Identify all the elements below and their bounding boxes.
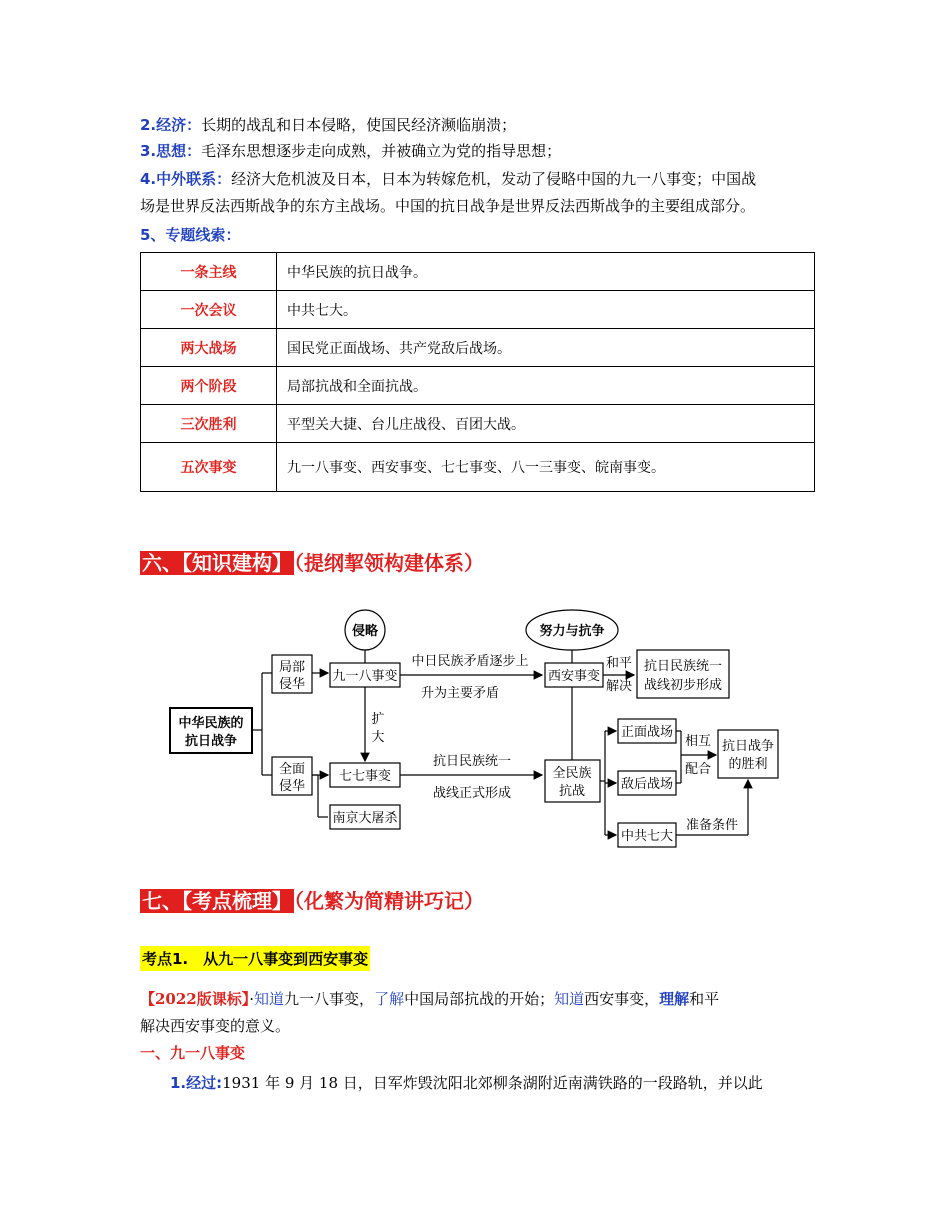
coop-label-1: 相互	[684, 734, 712, 749]
table-row: 一次会议 中共七大。	[141, 291, 815, 329]
section7-heading: 七、【考点梳理】 （化繁为简精讲巧记）	[142, 889, 484, 913]
peace-label-1: 和平	[605, 656, 633, 671]
local-label-1: 局部	[278, 660, 306, 675]
table-row: 两个阶段 局部抗战和全面抗战。	[141, 367, 815, 405]
last-line: 1.经过:1931 年 9 月 18 日，日军炸毁沈阳北郊柳条湖附近南满铁路的一段路轨，并以此	[170, 1074, 763, 1092]
foreign-line: 4.中外联系：经济大危机波及日本，日本为转嫁危机，发动了侵略中国的九一八事变；中国战	[140, 170, 757, 188]
arrow-top-label-1: 中日民族矛盾逐步上	[411, 654, 529, 669]
arrow-mid-label-1: 抗日民族统一	[432, 754, 512, 769]
arrow-mid-label-2: 战线正式形成	[432, 786, 512, 801]
victory-label-1: 抗日战争	[721, 739, 775, 754]
threads-table	[140, 252, 815, 492]
sub-heading: 一、九一八事变	[140, 1044, 246, 1062]
behind-label: 敌后战场	[620, 777, 674, 792]
coop-label-2: 配合	[684, 762, 712, 777]
thought-line: 3.思想：毛泽东思想逐步走向成熟，并被确立为党的指导思想；	[140, 142, 562, 160]
knowledge-diagram	[160, 605, 810, 860]
expand-label-2: 大	[371, 730, 385, 745]
sept18-label: 九一八事变	[332, 669, 398, 684]
expand-label-1: 扩	[371, 712, 385, 727]
root-label-2: 抗日战争	[184, 734, 238, 749]
table-row: 三次胜利 平型关大捷、台儿庄战役、百团大战。	[141, 405, 815, 443]
united-initial-1: 抗日民族统一	[643, 659, 723, 674]
united-initial-2: 战线初步形成	[643, 678, 723, 693]
standard-line: 【2022版课标】·知道九一八事变，了解中国局部抗战的开始；知道西安事变，理解和平	[140, 990, 720, 1008]
section6-heading: 六、【知识建构】 （提纲挈领构建体系）	[142, 551, 484, 575]
arrow-top-label-2: 升为主要矛盾	[420, 686, 500, 701]
economy-line: 2.经济：长期的战乱和日本侵略，使国民经济濒临崩溃；	[140, 116, 517, 134]
nation-label-1: 全民族	[552, 766, 592, 781]
full-label-1: 全面	[278, 762, 306, 777]
local-label-2: 侵华	[278, 677, 306, 692]
struggle-label: 努力与抗争	[539, 624, 605, 639]
peace-label-2: 解决	[605, 679, 633, 694]
full-label-2: 侵华	[278, 779, 306, 794]
nanjing-label: 南京大屠杀	[332, 811, 398, 826]
victory-label-2: 的胜利	[728, 757, 768, 772]
invasion-label: 侵略	[351, 624, 379, 639]
prep-label: 准备条件	[685, 818, 739, 833]
standard-line-2: 解决西安事变的意义。	[140, 1017, 291, 1035]
table-row: 一条主线 中华民族的抗日战争。	[141, 253, 815, 291]
table-row: 五次事变 九一八事变、西安事变、七七事变、八一三事变、皖南事变。	[141, 443, 815, 492]
table-row: 两大战场 国民党正面战场、共产党敌后战场。	[141, 329, 815, 367]
front-label: 正面战场	[620, 725, 674, 740]
threads-heading: 5、专题线索：	[140, 226, 241, 244]
cpc7-label: 中共七大	[620, 829, 674, 844]
keypoint-title: 考点1. 从九一八事变到西安事变	[140, 946, 370, 971]
foreign-line-2: 场是世界反法西斯战争的东方主战场。中国的抗日战争是世界反法西斯战争的主要组成部分。	[140, 197, 756, 215]
root-label-1: 中华民族的	[178, 716, 244, 731]
nation-label-2: 抗战	[558, 784, 586, 799]
july7-label: 七七事变	[338, 769, 392, 784]
xian-label: 西安事变	[547, 669, 601, 684]
